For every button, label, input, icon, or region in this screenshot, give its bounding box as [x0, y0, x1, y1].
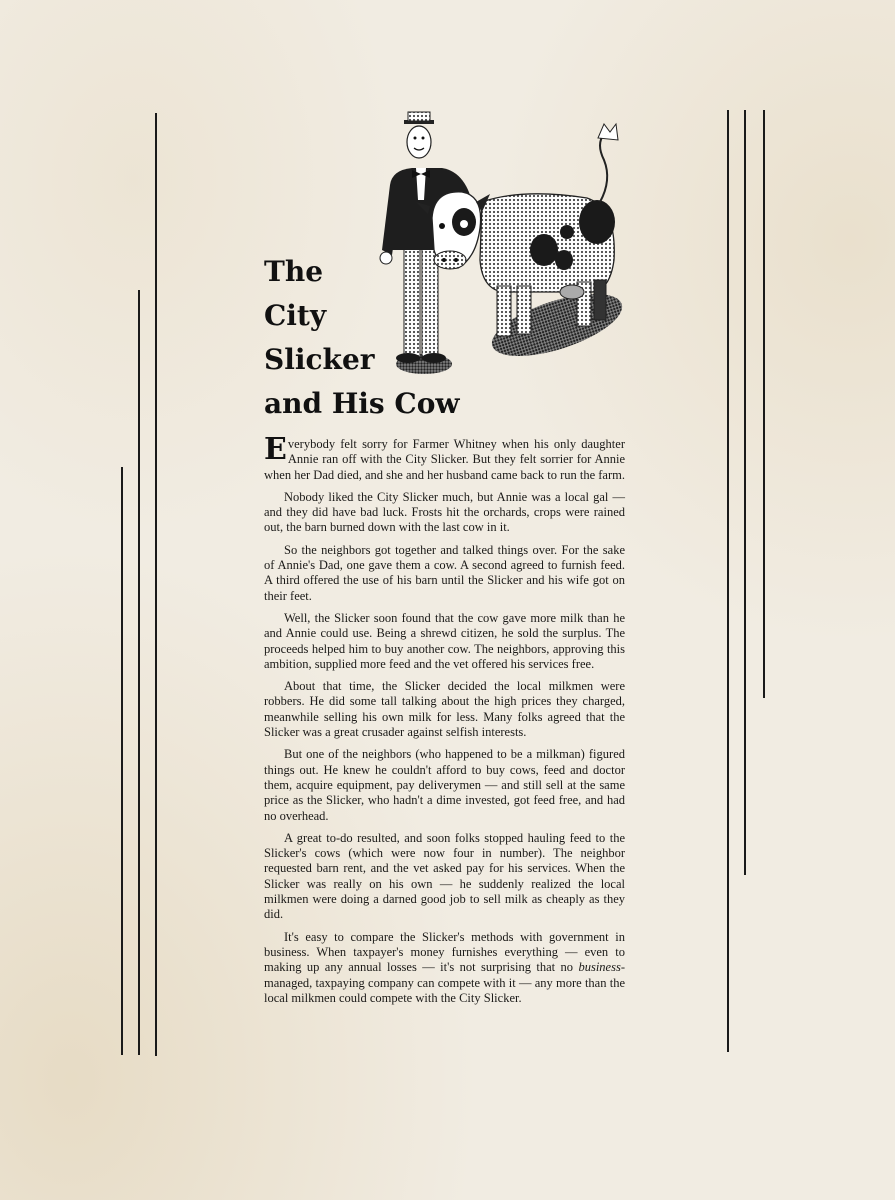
paragraph-1-text: verybody felt sorry for Farmer Whitney when his only daughter Annie ran off with the City Slicker. But they felt sorrier for Annie when her Dad died, and she and her husband came back to run the farm. — [264, 437, 625, 482]
paragraph-3: So the neighbors got together and talked things over. For the sake of Annie's Dad, one gave them a cow. A second agreed to furnish feed. A third offered the use of his barn until the Slicker and his wife got on their feet. — [264, 542, 625, 603]
paragraph-7: A great to-do resulted, and soon folks stopped hauling feed to the Slicker's cows (which were now four in number). The neighbor requested barn rent, and the vet asked pay for his services. When the Slicker was really on his own — he suddenly realized the local milkmen were doing a darned good job to sell milk as cheaply as they did. — [264, 830, 625, 922]
paragraph-4: Well, the Slicker soon found that the cow gave more milk than he and Annie could use. Being a shrewd citizen, he sold the surplus. The proceeds helped him to buy another cow. The neighbors, approving this ambition, supplied more feed and the vet offered his services free. — [264, 610, 625, 671]
title-line-2: City — [264, 299, 327, 332]
right-rule-inner — [727, 110, 729, 1052]
paragraph-2: Nobody liked the City Slicker much, but Annie was a local gal — and they did have bad luck. Frosts hit the orchards, crops were rained out, the barn burned down with the last cow in it. — [264, 489, 625, 535]
paragraph-6: But one of the neighbors (who happened to be a milkman) figured things out. He knew he couldn't afford to buy cows, feed and doctor them, acquire equipment, pay deliverymen — and still sell at the same price as the Slicker, who hadn't a dime invested, got feed free, and had no overhead. — [264, 747, 625, 823]
paragraph-8-emphasis: business — [578, 960, 621, 975]
paragraph-8 — [264, 930, 625, 1006]
man-and-cow-illustration — [372, 110, 632, 380]
left-rule-inner — [155, 113, 157, 1056]
left-rule-outer — [121, 467, 123, 1055]
title-line-3: Slicker — [264, 343, 375, 376]
paragraph-8-part-b: -managed, taxpaying company can compete with it — any more than the local milkmen could compete with the City Slicker. — [264, 960, 625, 1005]
left-rule-middle — [138, 290, 140, 1055]
right-rule-outer — [763, 110, 765, 698]
paragraph-8-part-a: It's easy to compare the Slicker's methods with government in business. When taxpayer's money furnishes everything — even to making up any annual losses — it's not surprising that no — [264, 929, 625, 975]
paragraph-5: About that time, the Slicker decided the local milkmen were robbers. He did some tall talking about the high prices they charged, meanwhile selling his own milk for less. Many folks agreed that the Slicker was a great crusader against selfish interests. — [264, 679, 625, 740]
paragraph-1 — [264, 432, 625, 483]
title-line-1: The — [264, 255, 324, 288]
right-rule-middle — [744, 110, 746, 875]
drop-cap: E — [264, 432, 287, 467]
man-head — [407, 126, 431, 158]
article-body — [264, 432, 625, 1013]
title-line-4: and His Cow — [264, 387, 460, 420]
